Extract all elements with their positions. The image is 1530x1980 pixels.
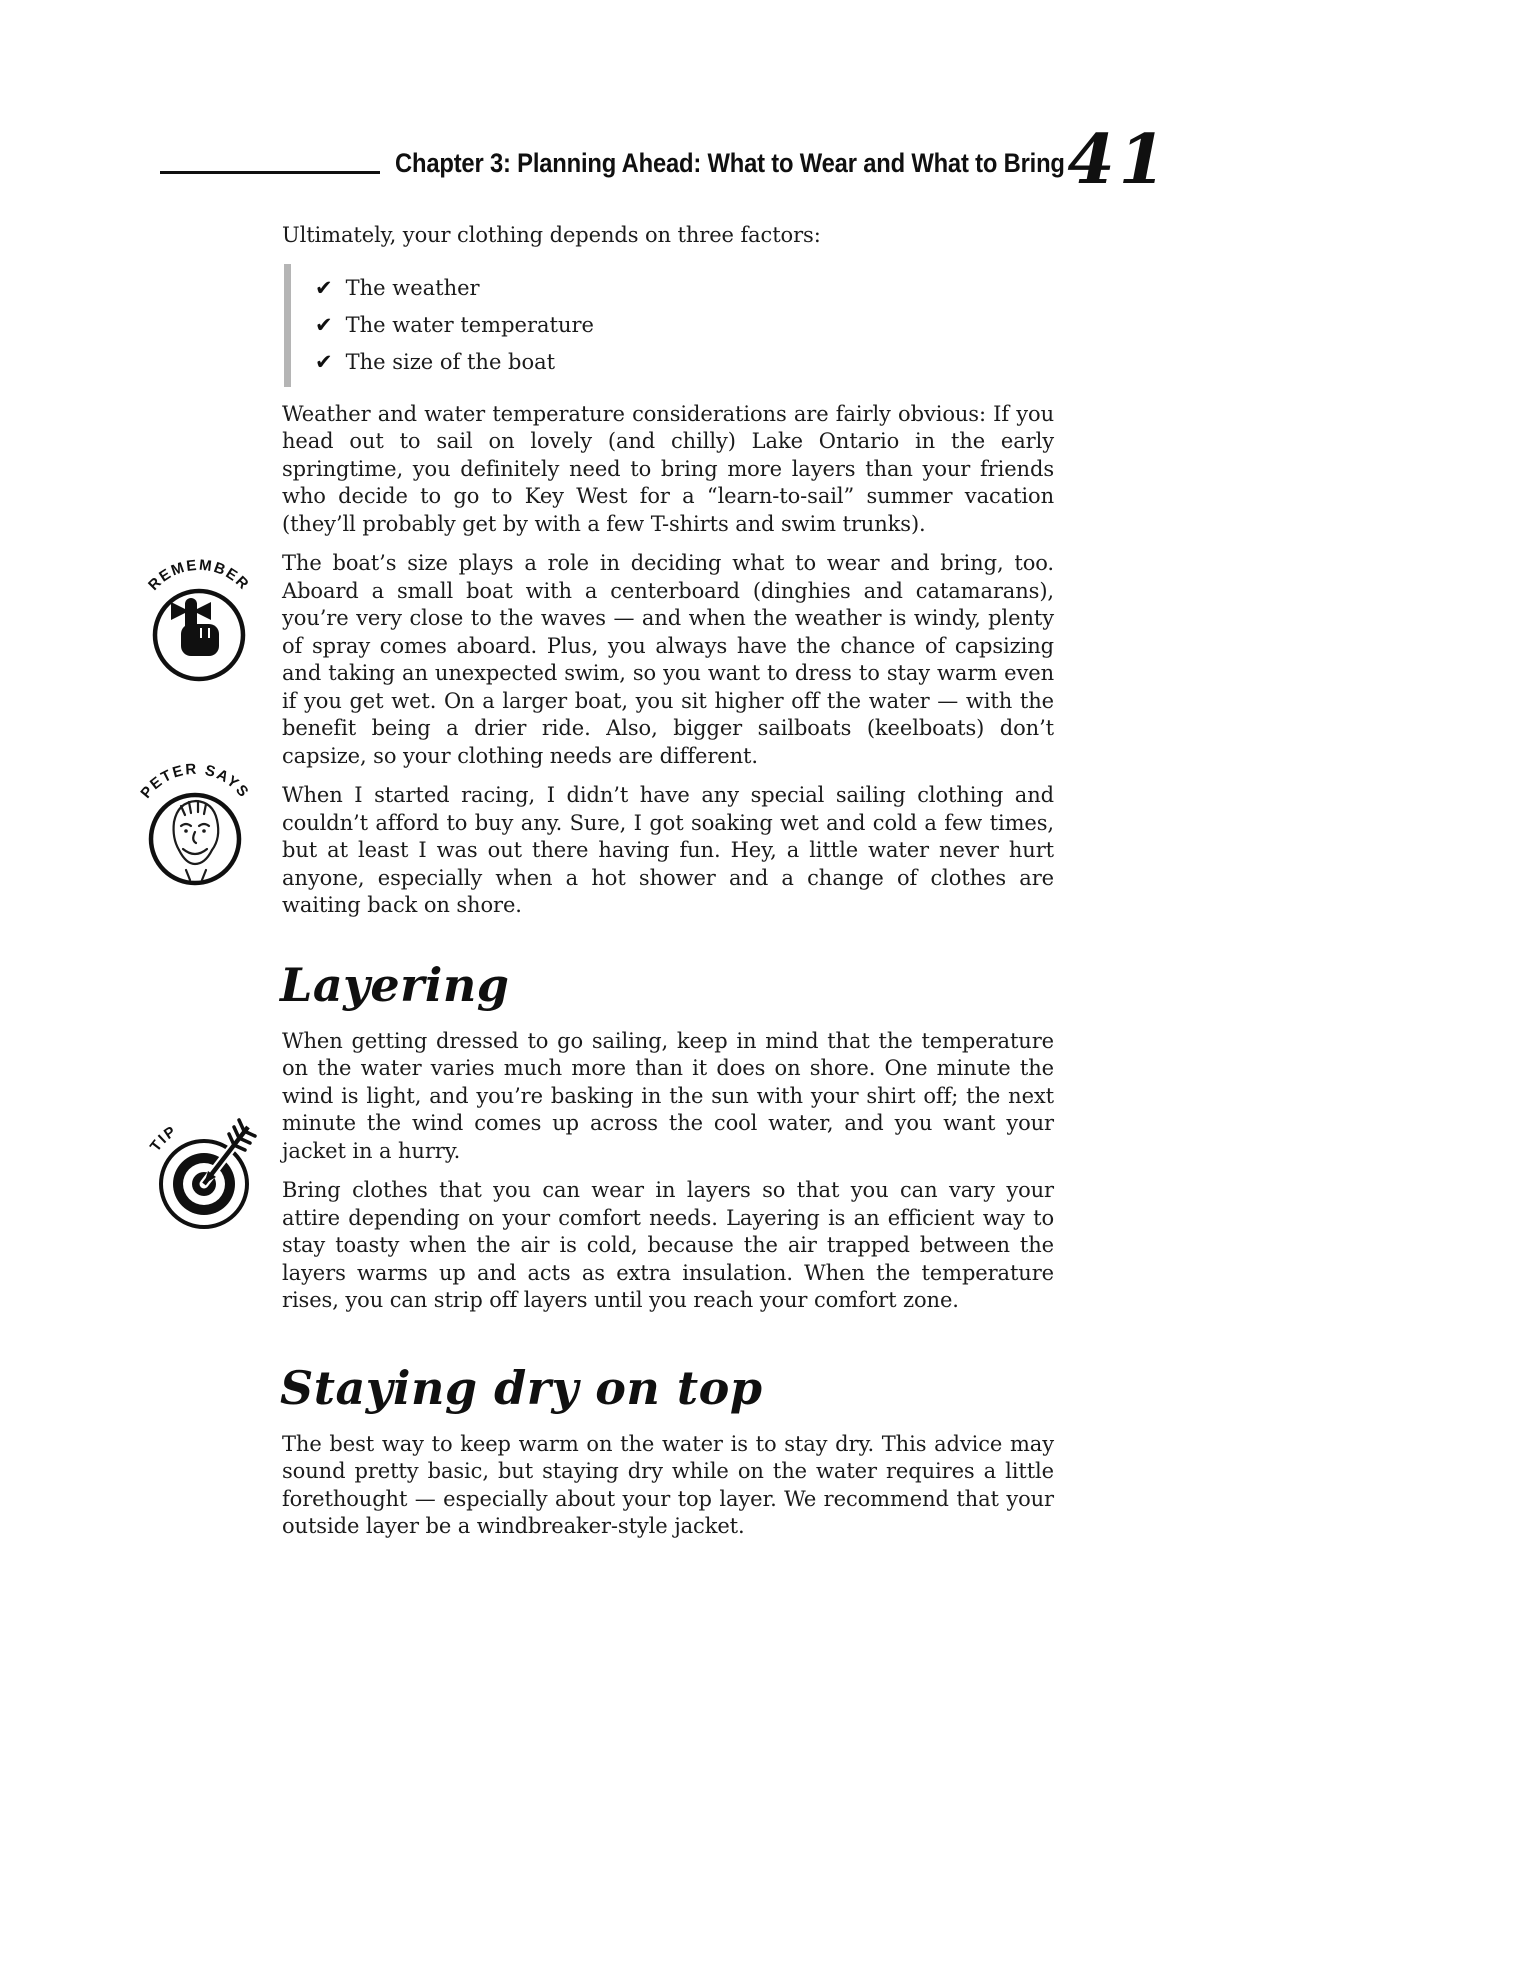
paragraph-weather: Weather and water temperature considerations are fairly obvious: If you head out to sail on lovely (and chilly) Lake Ontario in the early springtime, you definitely need to bring more layers than your friends who decide to go to Key West for a “learn-to-sail” summer vacation (they’ll probably get by with a few T-shirts and swim trunks). (282, 401, 1054, 536)
section-staying-dry (282, 1361, 1054, 1541)
chapter-title: Chapter 3: Planning Ahead: What to Wear and What to Bring (395, 148, 1065, 178)
header-rule (160, 171, 380, 174)
page-header (160, 120, 1170, 218)
remember-arc-text (145, 557, 253, 594)
paragraph-layering: When getting dressed to go sailing, keep in mind that the temperature on the water varies much more than it does on shore. One minute the wind is light, and you’re basking in the sun with your shirt off; the next minute the wind comes up across the cool water, and you want your jacket in a hurry. (282, 1028, 1054, 1163)
list-item (315, 307, 1054, 344)
peter-circle (151, 795, 239, 883)
remember-icon-svg (140, 536, 258, 686)
peter-says-label: PETER SAYS (137, 760, 253, 802)
peter-says-icon (136, 740, 254, 894)
tip-icon (146, 1084, 268, 1238)
paragraph-peter-says: When I started racing, I didn’t have any special sailing clothing and couldn’t afford to buy any. Sure, I got soaking wet and cold a few times, but at least I was out there having fun. Hey, a little water never hurt anyone, especially when a hot shower and a change of clothes are waiting back on shore. (282, 783, 1054, 917)
remember-label: REMEMBER (145, 556, 253, 594)
heading-layering: Layering (280, 957, 510, 1012)
heading-staying-dry: Staying dry on top (280, 1360, 763, 1415)
list-item-text: The size of the boat (345, 349, 556, 374)
paragraph-staying-dry: The best way to keep warm on the water is to stay dry. This advice may sound pretty basic, but staying dry while on the water requires a little forethought — especially about your top layer. We recommend that your outside layer be a windbreaker-style jacket. (282, 1431, 1054, 1538)
tip-icon-svg (146, 1084, 268, 1234)
page-content (282, 222, 1054, 1553)
paragraph-remember: The boat’s size plays a role in deciding what to wear and bring, too. Aboard a small boat with a centerboard (dinghies and catamarans), you’re very close to the waves — and when the weather is windy, plenty of spray comes aboard. Plus, you always have the chance of capsizing and taking an unexpected swim, so you want to dress to stay warm even if you get wet. On a larger boat, you sit higher off the water — with the benefit being a drier ride. Also, bigger sailboats (keelboats) don’t capsize, so your clothing needs are different. (282, 551, 1054, 768)
factors-list (284, 264, 1054, 387)
list-item (315, 270, 1054, 307)
list-item-text: The water temperature (345, 312, 594, 337)
remember-icon (140, 536, 258, 690)
check-bullet-icon: ✔ (315, 275, 333, 300)
page-number: 41 (1067, 120, 1170, 200)
check-bullet-icon: ✔ (315, 312, 333, 337)
check-bullet-icon: ✔ (315, 349, 333, 374)
list-item (315, 344, 1054, 381)
peter-says-icon-svg (136, 740, 254, 890)
tip-label: TIP (146, 1122, 181, 1155)
paragraph-tip: Bring clothes that you can wear in layers so that you can vary your attire depending on your comfort needs. Layering is an efficient way to stay toasty when the air is cold, because the air trapped between the layers warms up and acts as extra insulation. When the temperature rises, you can strip off layers until you reach your comfort zone. (282, 1178, 1054, 1312)
intro-paragraph: Ultimately, your clothing depends on three factors: (282, 223, 821, 247)
list-item-text: The weather (345, 275, 480, 300)
section-layering (282, 958, 1054, 1315)
